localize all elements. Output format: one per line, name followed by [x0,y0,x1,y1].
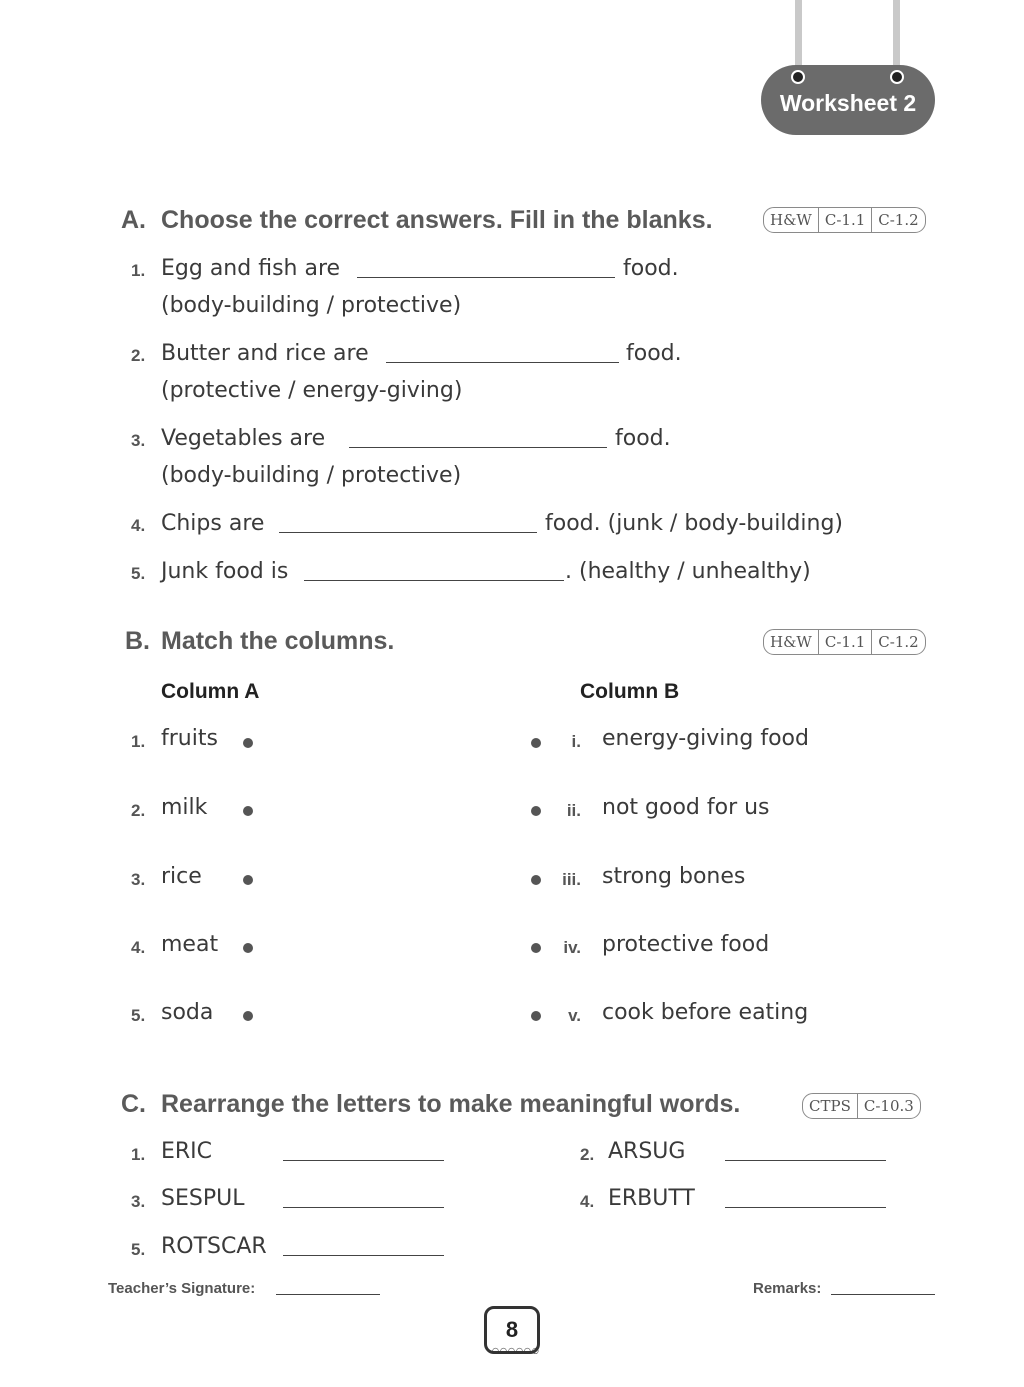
jumbled-word: ARSUG [608,1139,686,1164]
answer-blank[interactable] [279,532,537,533]
answer-blank[interactable] [283,1160,444,1161]
question-text-after: . (healthy / unhealthy) [565,559,811,584]
answer-blank[interactable] [283,1207,444,1208]
column-a-heading: Column A [161,680,260,703]
column-a-item: fruits [161,726,218,751]
worksheet-badge-label: Worksheet 2 [779,89,917,116]
answer-blank[interactable] [357,277,615,278]
answer-blank[interactable] [349,447,607,448]
section-a-title: Choose the correct answers. Fill in the blanks. [161,206,713,234]
column-b-item: cook before eating [602,1000,809,1025]
match-dot-left[interactable] [243,1011,253,1021]
roman-number: iii. [562,870,581,889]
section-b-title: Match the columns. [161,627,395,655]
item-number: 3. [131,870,146,889]
match-dot-left[interactable] [243,943,253,953]
column-a-item: soda [161,1000,214,1025]
question-text: Junk food is [161,559,289,584]
answer-options: (protective / energy-giving) [161,378,463,403]
item-number: 2. [131,801,146,820]
tag: C-1.1 [818,208,871,232]
answer-blank[interactable] [725,1207,886,1208]
roman-number: iv. [563,938,581,957]
answer-blank[interactable] [386,362,619,363]
match-dot-right[interactable] [531,943,541,953]
item-number: 2. [131,346,146,365]
roman-number: i. [571,732,581,751]
badge-hole-left-icon [791,70,805,84]
teacher-signature-label: Teacher’s Signature: [108,1280,256,1297]
tag: C-1.2 [871,208,924,232]
remarks-blank[interactable] [831,1294,935,1295]
tag: CTPS [809,1097,851,1115]
column-b-item: energy-giving food [602,726,809,751]
item-number: 4. [131,516,146,535]
item-number: 5. [131,564,146,583]
item-number: 3. [131,431,146,450]
roman-number: ii. [566,801,581,820]
jumbled-word: ERIC [161,1139,213,1164]
item-number: 2. [580,1145,595,1164]
column-b-item: protective food [602,932,770,957]
column-b-item: strong bones [602,864,746,889]
item-number: 1. [131,732,146,751]
match-dot-left[interactable] [243,738,253,748]
item-number: 3. [131,1192,146,1211]
worksheet-badge [761,65,935,135]
question-text: Chips are [161,511,265,536]
jumbled-word: SESPUL [161,1186,245,1211]
tag: H&W [770,633,812,651]
column-b-item: not good for us [602,795,770,820]
roman-number: v. [568,1006,581,1025]
badge-hole-right-icon [890,70,904,84]
item-number: 4. [580,1192,595,1211]
page-box-dots-icon: ○○○○○○ [492,1346,540,1355]
question-text: Butter and rice are [161,341,369,366]
question-text-after: food. [615,426,671,451]
remarks-label: Remarks: [753,1280,822,1297]
question-text-after: food. [626,341,682,366]
question-text: Vegetables are [161,426,326,451]
answer-options: (body-building / protective) [161,463,462,488]
section-a-letter: A. [121,206,146,234]
section-c-tags [802,1093,921,1119]
match-dot-right[interactable] [531,806,541,816]
answer-options: (body-building / protective) [161,293,462,318]
column-a-item: milk [161,795,208,820]
item-number: 1. [131,1145,146,1164]
page-number: 8 [505,1317,519,1342]
answer-blank[interactable] [304,580,564,581]
match-dot-right[interactable] [531,1011,541,1021]
section-b-tags [763,629,926,655]
item-number: 5. [131,1240,146,1259]
match-dot-left[interactable] [243,806,253,816]
tag: H&W [770,211,812,229]
section-c-title: Rearrange the letters to make meaningful words. [161,1090,741,1118]
question-text-after: food. [623,256,679,281]
answer-blank[interactable] [725,1160,886,1161]
item-number: 1. [131,261,146,280]
jumbled-word: ERBUTT [608,1186,695,1211]
match-dot-left[interactable] [243,875,253,885]
column-a-item: meat [161,932,219,957]
section-a-tags [763,207,926,233]
column-b-heading: Column B [580,680,680,703]
section-c-letter: C. [121,1090,146,1118]
match-dot-right[interactable] [531,738,541,748]
answer-blank[interactable] [283,1255,444,1256]
section-b-letter: B. [125,627,150,655]
question-text: Egg and fish are [161,256,341,281]
item-number: 4. [131,938,146,957]
signature-blank[interactable] [276,1294,380,1295]
jumbled-word: ROTSCAR [161,1234,267,1259]
column-a-item: rice [161,864,202,889]
tag: C-1.2 [871,630,924,654]
item-number: 5. [131,1006,146,1025]
tag: C-1.1 [818,630,871,654]
tag: C-10.3 [857,1094,920,1118]
question-text-after: food. (junk / body-building) [545,511,843,536]
match-dot-right[interactable] [531,875,541,885]
